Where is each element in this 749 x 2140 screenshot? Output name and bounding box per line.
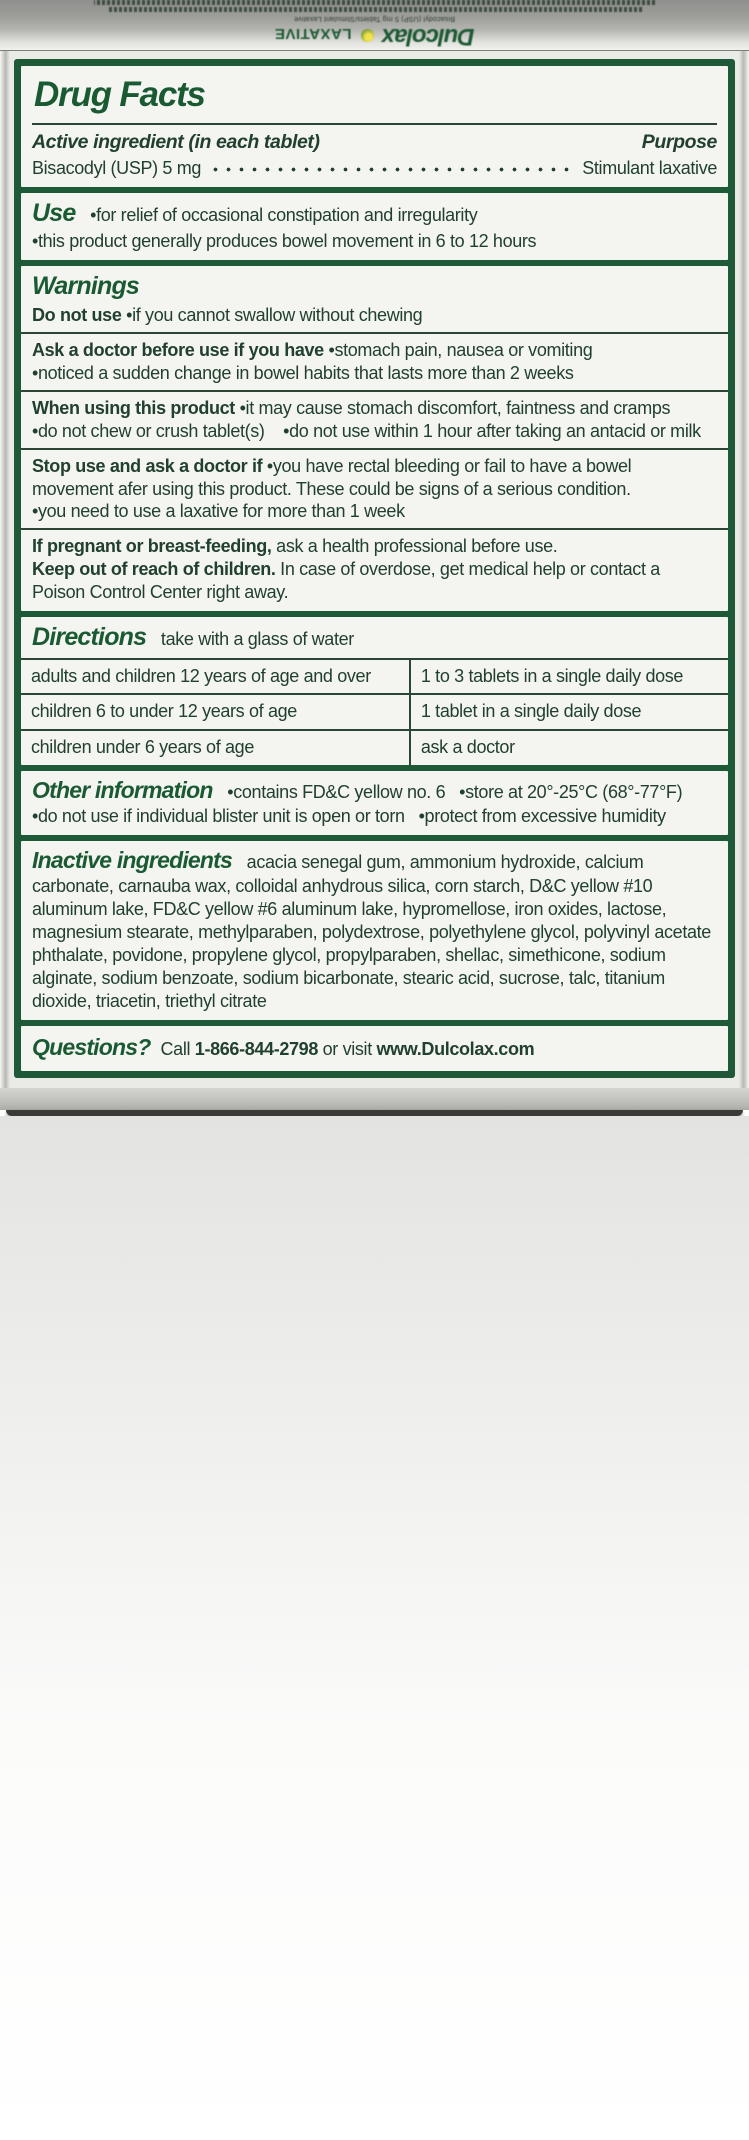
use-line2: •this product generally produces bowel movement in 6 to 12 hours bbox=[32, 230, 537, 251]
divider bbox=[21, 390, 728, 392]
divider bbox=[32, 123, 717, 125]
section-warnings bbox=[21, 266, 728, 611]
brand-logo-text: Dulcolax bbox=[382, 23, 475, 50]
warning-lead: Stop use and ask a doctor if bbox=[32, 455, 263, 476]
section-other-information bbox=[21, 771, 728, 835]
warning-lead: Do not use bbox=[32, 305, 122, 326]
warning-text: •do not chew or crush tablet(s) •do not use within 1 hour after taking an antacid or milk bbox=[32, 420, 701, 441]
warning-text: •you have rectal bleeding or fail to have a bowel movement afer using this product. These could be signs of a serious condition. bbox=[32, 455, 636, 499]
warning-text: •noticed a sudden change in bowel habits that lasts more than 2 weeks bbox=[32, 363, 574, 384]
inactive-ingredients-heading: Inactive ingredients bbox=[32, 847, 233, 874]
product-box-photo bbox=[0, 0, 749, 1060]
flipped-branding bbox=[0, 0, 749, 52]
box-top-flap bbox=[0, 0, 749, 51]
questions-call-label: Call bbox=[160, 1038, 195, 1059]
warning-text: ask a health professional before use. bbox=[271, 536, 558, 557]
inactive-ingredients-list: acacia senegal gum, ammonium hydroxide, calcium carbonate, carnauba wax, colloidal anhydrous silica, corn starch, D&C yellow #10 aluminum lake, FD&C yellow #6 aluminum lake, hypromellose, iron oxides, lactose, magnesium stearate, methylparaben, polydextrose, polyethylene glycol, polyvinyl acetate phthalate, povidone, propylene glycol, propylparaben, shellac, simethicone, sodium alginate, sodium benzoate, sodium bicarbonate, stearic acid, sucrose, talc, titanium dioxide, triacetin, triethyl citrate bbox=[32, 852, 711, 1011]
other-information-line2: •do not use if individual blister unit is open or torn •protect from excessive humidity bbox=[32, 806, 666, 827]
warning-text: •if you cannot swallow without chewing bbox=[121, 305, 423, 326]
active-ingredient-heading: Active ingredient (in each tablet) bbox=[32, 131, 320, 154]
warnings-heading: Warnings bbox=[32, 271, 140, 300]
ingredient-name: Bisacodyl (USP) 5 mg bbox=[32, 158, 202, 179]
divider bbox=[21, 332, 728, 334]
brand-logo-dot-icon bbox=[361, 29, 374, 42]
questions-heading: Questions? bbox=[32, 1033, 151, 1060]
section-active-ingredient bbox=[21, 66, 728, 187]
section-use bbox=[21, 193, 728, 260]
dosage-table bbox=[21, 658, 728, 766]
divider bbox=[21, 528, 728, 530]
warning-lead: When using this product bbox=[32, 397, 235, 418]
dosage-amount: ask a doctor bbox=[410, 730, 728, 765]
drug-facts-title: Drug Facts bbox=[34, 75, 205, 114]
brand-word-laxative: LAXATIVE bbox=[274, 25, 352, 42]
section-inactive-ingredients bbox=[21, 841, 728, 1019]
background-surface bbox=[0, 1116, 749, 2140]
warning-pregnant bbox=[32, 535, 717, 558]
ingredient-purpose: Stimulant laxative bbox=[582, 158, 717, 179]
warning-keep-out bbox=[32, 558, 717, 604]
microtext-texture bbox=[94, 0, 654, 5]
dosage-age-group: adults and children 12 years of age and over bbox=[21, 659, 410, 695]
questions-website: www.Dulcolax.com bbox=[376, 1038, 535, 1059]
dosage-age-group: children under 6 years of age bbox=[21, 730, 410, 765]
warning-when-using bbox=[32, 397, 717, 443]
warning-do-not-use bbox=[32, 304, 717, 327]
box-bottom-edge bbox=[0, 1088, 749, 1110]
warning-text: •it may cause stomach discomfort, faintness and cramps bbox=[234, 397, 671, 418]
dosage-amount: 1 to 3 tablets in a single daily dose bbox=[410, 659, 728, 695]
brand-line bbox=[70, 22, 679, 50]
table-row bbox=[21, 730, 728, 765]
warning-lead: Keep out of reach of children. bbox=[32, 559, 276, 580]
questions-phone-number: 1-866-844-2798 bbox=[194, 1038, 318, 1059]
dosage-age-group: children 6 to under 12 years of age bbox=[21, 694, 410, 730]
other-information-heading: Other information bbox=[32, 777, 213, 804]
drug-facts-panel bbox=[14, 59, 735, 1078]
directions-heading: Directions bbox=[32, 622, 147, 651]
divider bbox=[21, 448, 728, 450]
table-row bbox=[21, 694, 728, 730]
purpose-heading: Purpose bbox=[641, 131, 717, 154]
microtext-texture bbox=[107, 7, 643, 12]
table-row bbox=[21, 659, 728, 695]
section-questions bbox=[21, 1026, 728, 1071]
use-heading: Use bbox=[32, 199, 76, 228]
warning-ask-doctor bbox=[32, 339, 717, 385]
warning-stop-use bbox=[32, 455, 717, 524]
questions-visit-label: or visit bbox=[317, 1038, 377, 1059]
warning-text: In case of overdose, get medical help or contact a Poison Control Center right away. bbox=[32, 559, 660, 602]
section-directions bbox=[21, 617, 728, 765]
warning-text: •stomach pain, nausea or vomiting bbox=[323, 340, 593, 361]
directions-subtext: take with a glass of water bbox=[160, 628, 354, 649]
warning-lead: If pregnant or breast-feeding, bbox=[32, 536, 272, 557]
dosage-amount: 1 tablet in a single daily dose bbox=[410, 694, 728, 730]
other-information-line1: •contains FD&C yellow no. 6 •store at 20°-25°C (68°-77°F) bbox=[227, 782, 683, 803]
flap-fine-print: Bisacodyl (USP) 5 mg Tablets/Stimulant Laxative bbox=[294, 15, 456, 22]
warning-lead: Ask a doctor before use if you have bbox=[32, 340, 324, 361]
box-front-face bbox=[0, 51, 749, 1088]
dot-leader bbox=[209, 153, 574, 176]
use-line1: •for relief of occasional constipation and irregularity bbox=[90, 205, 478, 226]
warning-text: •you need to use a laxative for more than 1 week bbox=[32, 501, 405, 522]
